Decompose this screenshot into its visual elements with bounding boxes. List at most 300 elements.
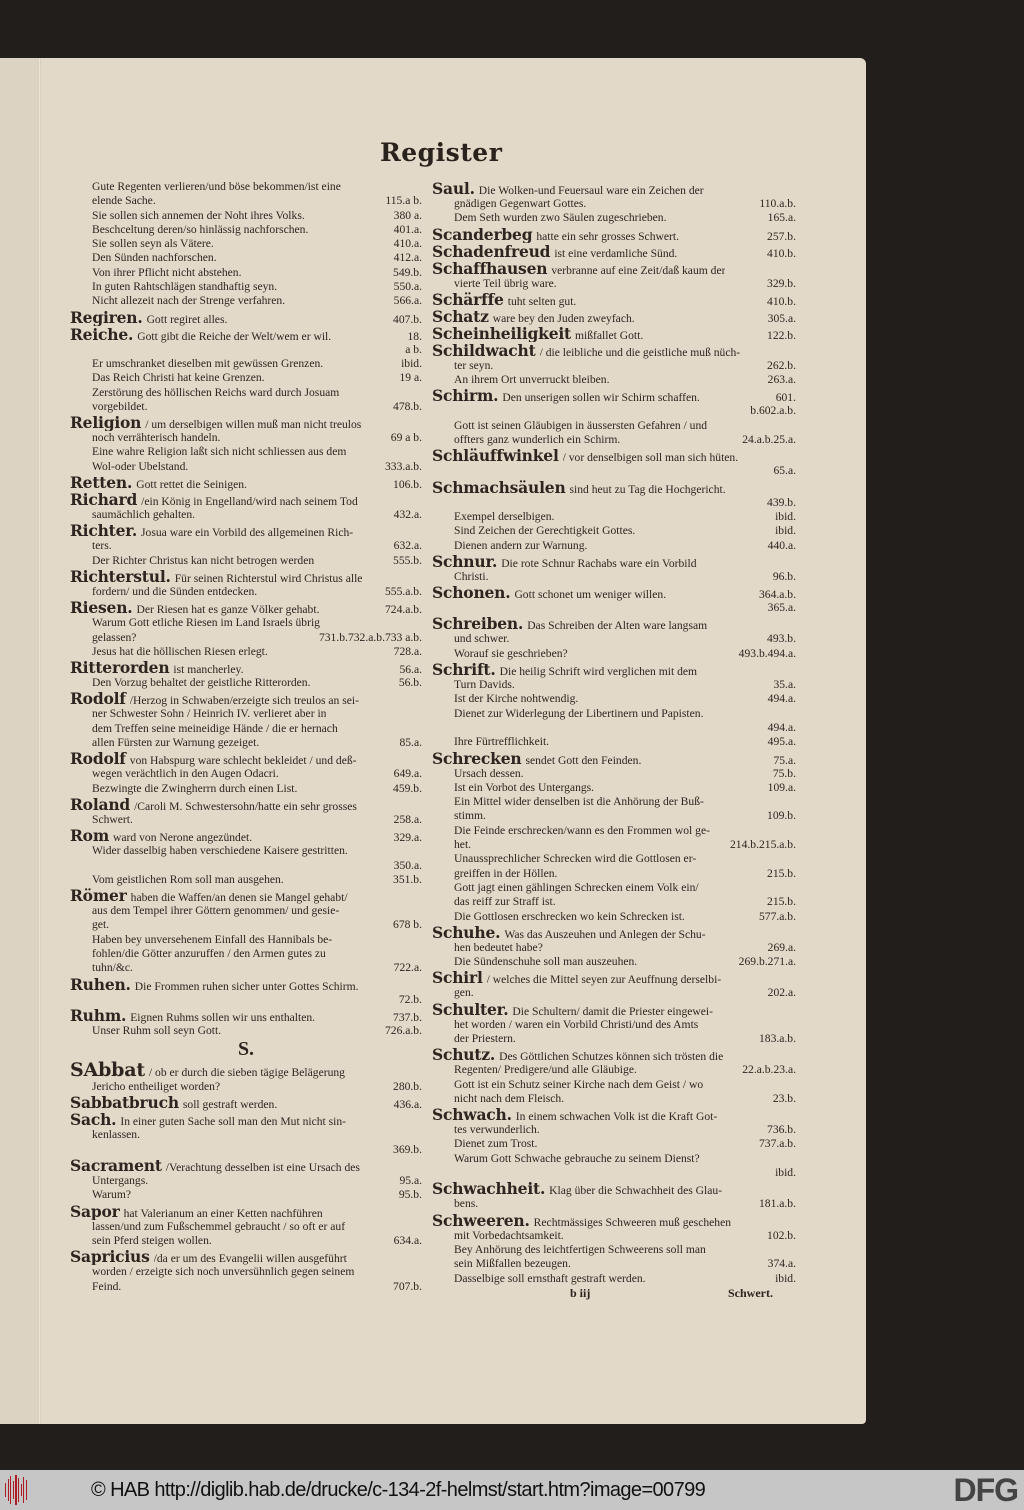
index-headword: Schweeren. bbox=[432, 1211, 530, 1229]
index-line bbox=[432, 510, 796, 524]
page-reference: 280.b. bbox=[393, 1080, 422, 1094]
index-line bbox=[432, 867, 796, 881]
index-text: tuhn/&c. bbox=[92, 961, 133, 975]
index-text: Gott schonet um weniger willen. bbox=[514, 588, 667, 602]
index-line bbox=[432, 1092, 796, 1106]
index-line bbox=[432, 419, 796, 433]
page-reference: 35.a. bbox=[773, 678, 796, 692]
page-reference: 65.a. bbox=[773, 464, 796, 478]
index-line bbox=[70, 309, 422, 326]
index-text: vorgebildet. bbox=[92, 399, 148, 413]
index-text: dem Treffen seine meineidige Hände / die er hernach bbox=[92, 721, 338, 735]
index-text: Gott ist ein Schutz seiner Kirche nach dem Geist / wo bbox=[454, 1077, 704, 1091]
page-reference: 555.a.b. bbox=[384, 584, 422, 598]
index-line bbox=[432, 838, 796, 852]
index-line bbox=[432, 1137, 796, 1151]
page-reference: 493.b. bbox=[767, 632, 796, 646]
page-reference: 183.a.b. bbox=[758, 1031, 796, 1045]
index-headword: Schulter. bbox=[432, 1000, 509, 1018]
index-line bbox=[70, 844, 422, 858]
page-reference: 410.a. bbox=[393, 237, 422, 251]
index-text: Sie sollen seyn als Vätere. bbox=[92, 237, 214, 251]
index-line bbox=[432, 464, 796, 478]
index-line bbox=[432, 750, 796, 767]
index-line bbox=[432, 584, 796, 601]
index-text: / vor denselbigen soll man sich hüten. bbox=[562, 451, 739, 465]
index-line bbox=[432, 180, 796, 197]
left-index-column bbox=[70, 180, 422, 1294]
index-text: Warum? bbox=[92, 1188, 131, 1202]
page-reference: 577.a.b. bbox=[758, 909, 796, 923]
index-text: Die rote Schnur Rachabs ware ein Vorbild bbox=[501, 556, 697, 570]
index-headword: Schutz. bbox=[432, 1046, 496, 1064]
index-text: get. bbox=[92, 918, 110, 932]
page-reference: 122.b. bbox=[767, 328, 796, 342]
index-line bbox=[70, 904, 422, 918]
page-reference: 459.b. bbox=[393, 781, 422, 795]
index-text: Bey Anhörung des leichtfertigen Schweerens soll man bbox=[454, 1242, 706, 1256]
index-line bbox=[70, 887, 422, 904]
index-line bbox=[70, 491, 422, 508]
index-text: mißfallet Gott. bbox=[575, 328, 644, 342]
index-text: S. bbox=[237, 1038, 255, 1061]
index-headword: Römer bbox=[70, 887, 127, 905]
index-headword: Schonen. bbox=[432, 584, 511, 602]
index-headword: Sabbatbruch bbox=[70, 1094, 179, 1112]
index-line bbox=[70, 554, 422, 568]
index-headword: Schrecken bbox=[432, 749, 522, 767]
page-reference: 495.a. bbox=[767, 735, 796, 749]
index-line bbox=[70, 386, 422, 400]
index-line bbox=[432, 986, 796, 1000]
index-line bbox=[432, 1032, 796, 1046]
index-line bbox=[432, 955, 796, 969]
index-line bbox=[70, 1007, 422, 1024]
index-headword: Reiche. bbox=[70, 325, 134, 343]
index-line bbox=[432, 632, 796, 646]
index-text: Unaussprechlicher Schrecken wird die Gottlosen er- bbox=[454, 852, 697, 866]
page-reference: ibid. bbox=[775, 1271, 796, 1285]
index-line bbox=[432, 325, 796, 342]
index-line bbox=[70, 947, 422, 961]
index-line bbox=[70, 1234, 422, 1248]
page-reference: 333.a.b. bbox=[384, 459, 422, 473]
index-text: Haben bey unversehenem Einfall des Hannibals be- bbox=[92, 932, 333, 946]
index-text: / die leibliche und die geistliche muß nüch- bbox=[539, 345, 741, 359]
page-reference: 85.a. bbox=[399, 736, 422, 750]
index-line bbox=[70, 976, 422, 993]
index-headword: Rodolf bbox=[70, 750, 126, 768]
index-text: /Verachtung desselben ist eine Ursach des bbox=[165, 1161, 360, 1175]
index-line bbox=[432, 1018, 796, 1032]
index-text: das reiff zur Straff ist. bbox=[454, 895, 556, 909]
page-reference: 380 a. bbox=[393, 208, 422, 222]
previous-page-edge bbox=[0, 58, 38, 1424]
index-line bbox=[70, 1094, 422, 1111]
index-line bbox=[432, 524, 796, 538]
index-text: Gott regiret alles. bbox=[146, 312, 228, 326]
index-text: Den Vorzug behaltet der geistliche Ritterorden. bbox=[92, 676, 311, 690]
page-reference: 258.a. bbox=[393, 812, 422, 826]
index-text: Josua ware ein Vorbild des allgemeinen Rich- bbox=[141, 526, 354, 540]
page-reference: ibid. bbox=[775, 524, 796, 538]
page-reference: 410.b. bbox=[767, 294, 796, 308]
index-line bbox=[432, 661, 796, 678]
index-text: soll gestraft werden. bbox=[182, 1098, 278, 1112]
index-line bbox=[432, 1106, 796, 1123]
page-reference: 549.b. bbox=[393, 265, 422, 279]
page-reference: 19 a. bbox=[399, 371, 422, 385]
index-text: Wider dasselbig haben verschiedene Kaisere gestritten. bbox=[92, 844, 348, 858]
page-reference: 728.a. bbox=[393, 644, 422, 658]
index-line bbox=[70, 690, 422, 707]
index-headword: Schmachsäulen bbox=[432, 478, 566, 496]
index-line bbox=[432, 387, 796, 404]
index-text: Untergangs. bbox=[92, 1174, 149, 1188]
index-line bbox=[432, 373, 796, 387]
index-text: Die Feinde erschrecken/wann es den Frommen wol ge- bbox=[454, 823, 710, 837]
index-text: hen bedeutet habe? bbox=[454, 940, 543, 954]
index-line bbox=[70, 209, 422, 223]
index-text: Der Richter Christus kan nicht betrogen werden bbox=[92, 553, 315, 567]
index-text: Den unserigen sollen wir Schirm schaffen. bbox=[502, 391, 700, 405]
page-reference: 493.b.494.a. bbox=[738, 646, 796, 660]
index-line bbox=[432, 692, 796, 706]
index-line bbox=[70, 343, 422, 357]
index-line bbox=[70, 180, 422, 194]
index-line bbox=[70, 782, 422, 796]
page-reference: 737.a.b. bbox=[758, 1137, 796, 1151]
index-line bbox=[70, 1060, 422, 1080]
index-line bbox=[70, 251, 422, 265]
index-line bbox=[70, 616, 422, 630]
index-line bbox=[432, 1063, 796, 1077]
index-text: fohlen/die Götter anzuruffen / den Armen gutes zu bbox=[92, 946, 326, 960]
index-text: worden / erzeigte sich noch unversühnlich gegen seinem bbox=[92, 1265, 355, 1279]
index-line bbox=[70, 1024, 422, 1038]
index-line bbox=[70, 750, 422, 767]
index-line bbox=[70, 414, 422, 431]
index-text: Christi. bbox=[454, 569, 489, 583]
index-headword: SAbbat bbox=[70, 1060, 145, 1081]
index-text: Was das Auszeuhen und Anlegen der Schu- bbox=[504, 927, 706, 941]
index-line bbox=[70, 1157, 422, 1174]
index-text: Klag über die Schwachheit des Glau- bbox=[549, 1184, 723, 1198]
index-text: An ihrem Ort unverruckt bleiben. bbox=[454, 373, 610, 387]
index-line bbox=[70, 585, 422, 599]
index-line bbox=[432, 496, 796, 510]
index-headword: Schnur. bbox=[432, 552, 498, 570]
index-text: Die Gottlosen erschrecken wo kein Schrecken ist. bbox=[454, 909, 685, 923]
index-line bbox=[70, 357, 422, 371]
index-text: Dienet zur Widerlegung der Libertinern und Papisten. bbox=[454, 706, 704, 720]
index-text: sind heut zu Tag die Hochgericht. bbox=[569, 482, 726, 496]
index-text: vierte Teil übrig ware. bbox=[454, 276, 557, 290]
index-text: /Caroli M. Schwestersohn/hatte ein sehr grosses bbox=[134, 799, 357, 813]
index-line bbox=[432, 308, 796, 325]
index-text: Eignen Ruhms sollen wir uns enthalten. bbox=[130, 1010, 316, 1024]
index-line bbox=[432, 678, 796, 692]
page-reference: 410.b. bbox=[767, 246, 796, 260]
section-letter bbox=[70, 1038, 422, 1060]
index-line bbox=[70, 326, 422, 343]
page-reference: 432.a. bbox=[393, 508, 422, 522]
index-line bbox=[70, 508, 422, 522]
index-text: Unser Ruhm soll seyn Gott. bbox=[92, 1023, 222, 1037]
index-headword: Schwachheit. bbox=[432, 1180, 546, 1198]
index-text: In guten Rahtschlägen standhaftig seyn. bbox=[92, 280, 278, 294]
index-headword: Ritterorden bbox=[70, 659, 170, 677]
index-line bbox=[432, 924, 796, 941]
index-text: Den Sünden nachforschen. bbox=[92, 251, 217, 265]
page-reference: 329.b. bbox=[767, 276, 796, 290]
index-headword: Schatz bbox=[432, 307, 489, 325]
copyright-url-text[interactable]: © HAB http://diglib.hab.de/drucke/c-134-2f-helmst/start.htm?image=00799 bbox=[91, 1478, 706, 1501]
page-reference: 601. bbox=[775, 391, 796, 405]
index-line bbox=[70, 1111, 422, 1128]
index-text: ner Schwester Sohn / Heinrich IV. verlieret aber in bbox=[92, 707, 327, 721]
index-text: Exempel derselbigen. bbox=[454, 509, 555, 523]
index-text: und schwer. bbox=[454, 632, 510, 646]
index-headword: Ruhen. bbox=[70, 975, 131, 993]
index-text: sein Mißfallen bezeugen. bbox=[454, 1257, 571, 1271]
index-text: Er umschranket dieselben mit gewüssen Grenzen. bbox=[92, 356, 324, 370]
index-line bbox=[70, 961, 422, 975]
index-text: Feind. bbox=[92, 1279, 122, 1293]
page-reference: 737.b. bbox=[393, 1010, 422, 1024]
index-headword: Schläuffwinkel bbox=[432, 447, 559, 465]
index-line bbox=[70, 1143, 422, 1157]
index-line bbox=[70, 707, 422, 721]
index-text: Gott gibt die Reiche der Welt/wem er wil. bbox=[137, 329, 332, 343]
index-text: Nicht allezeit nach der Strenge verfahren. bbox=[92, 294, 286, 308]
page-reference: 724.a.b. bbox=[384, 603, 422, 617]
index-text: /da er um des Evangelii willen ausgeführt bbox=[153, 1252, 347, 1266]
index-text: kenlassen. bbox=[92, 1128, 140, 1142]
index-text: Wol-oder Ubelstand. bbox=[92, 459, 189, 473]
page-reference: 257.b. bbox=[767, 229, 796, 243]
page-reference: 115.a b. bbox=[385, 194, 422, 208]
index-text: In einem schwachen Volk ist die Kraft Got- bbox=[515, 1110, 718, 1124]
index-headword: Sach. bbox=[70, 1111, 117, 1129]
index-text: ware bey den Juden zweyfach. bbox=[492, 311, 635, 325]
index-line bbox=[432, 1046, 796, 1063]
index-line bbox=[432, 226, 796, 243]
document-page bbox=[0, 58, 866, 1424]
index-headword: Regiren. bbox=[70, 308, 143, 326]
index-headword: Retten. bbox=[70, 474, 133, 492]
index-line bbox=[70, 1080, 422, 1094]
index-headword: Schrift. bbox=[432, 661, 496, 679]
index-line bbox=[70, 474, 422, 491]
index-line bbox=[70, 736, 422, 750]
page-reference: 75.b. bbox=[772, 766, 796, 780]
index-line bbox=[432, 342, 796, 359]
index-line bbox=[432, 941, 796, 955]
index-line bbox=[432, 1272, 796, 1286]
index-line bbox=[70, 1174, 422, 1188]
index-text: Schwert. bbox=[92, 812, 133, 826]
gutter-line bbox=[38, 58, 41, 1424]
index-text: Sind Zeichen der Gerechtigkeit Gottes. bbox=[454, 524, 636, 538]
index-headword: Schärffe bbox=[432, 290, 504, 308]
index-line bbox=[432, 1180, 796, 1197]
index-headword: Rodolf bbox=[70, 690, 126, 708]
index-line bbox=[70, 918, 422, 932]
index-headword: Roland bbox=[70, 795, 131, 813]
page-title: Register bbox=[380, 138, 503, 167]
index-line bbox=[70, 631, 422, 645]
index-text: sendet Gott den Feinden. bbox=[525, 753, 642, 767]
index-text: gen. bbox=[454, 986, 474, 1000]
page-reference: ibid. bbox=[775, 1166, 796, 1180]
index-text: Das Schreiben der Alten ware langsam bbox=[527, 619, 708, 633]
page-reference: 75.a. bbox=[773, 753, 796, 767]
index-text: Warum Gott Schwache gebrauche zu seinem Dienst? bbox=[454, 1151, 700, 1165]
index-headword: Religion bbox=[70, 414, 142, 432]
page-reference: 351.b. bbox=[393, 872, 422, 886]
index-text: ist eine verdamliche Sünd. bbox=[554, 246, 678, 260]
index-text: Rechtmässiges Schweeren muß geschehen bbox=[533, 1215, 732, 1229]
page-reference: 494.a. bbox=[767, 720, 796, 734]
index-line bbox=[432, 824, 796, 838]
index-text: wegen verächtlich in den Augen Odacri. bbox=[92, 767, 279, 781]
index-line bbox=[70, 645, 422, 659]
page-reference: 478.b. bbox=[393, 399, 422, 413]
index-text: Zerstörung des höllischen Reichs ward durch Josuam bbox=[92, 385, 340, 399]
footer-bar bbox=[0, 1470, 1024, 1510]
index-text: Ist der Kirche nohtwendig. bbox=[454, 692, 579, 706]
index-line bbox=[432, 211, 796, 225]
page-reference: 305.a. bbox=[767, 311, 796, 325]
page-reference: 262.b. bbox=[767, 358, 796, 372]
index-text: noch verrähterisch handeln. bbox=[92, 431, 221, 445]
index-line bbox=[432, 735, 796, 749]
page-reference: 95.a. bbox=[399, 1174, 422, 1188]
page-reference: 364.a.b. bbox=[758, 588, 796, 602]
index-headword: Sapor bbox=[70, 1202, 120, 1220]
index-text: /Herzog in Schwaben/erzeigte sich treulos an sei- bbox=[129, 694, 359, 708]
page-reference: 69 a b. bbox=[390, 431, 422, 445]
index-line bbox=[432, 539, 796, 553]
index-text: Das Reich Christi hat keine Grenzen. bbox=[92, 371, 265, 385]
index-line bbox=[432, 243, 796, 260]
index-line bbox=[70, 539, 422, 553]
page-reference: 269.a. bbox=[767, 940, 796, 954]
page-reference: 439.b. bbox=[767, 495, 796, 509]
index-line bbox=[70, 1220, 422, 1234]
index-text: Bezwingte die Zwingherrn durch einen List. bbox=[92, 781, 298, 795]
page-reference: 369.b. bbox=[393, 1142, 422, 1156]
page-reference: 106.b. bbox=[393, 478, 422, 492]
index-line bbox=[432, 1001, 796, 1018]
index-line bbox=[432, 767, 796, 781]
index-text: Für seinen Richterstul wird Christus alle bbox=[174, 571, 363, 585]
index-line bbox=[432, 404, 796, 418]
index-line bbox=[70, 1203, 422, 1220]
index-line bbox=[432, 1123, 796, 1137]
index-line bbox=[70, 237, 422, 251]
index-text: / um derselbigen willen muß man nicht treulos bbox=[145, 418, 362, 432]
page-reference: 550.a. bbox=[393, 280, 422, 294]
index-line bbox=[70, 813, 422, 827]
index-line bbox=[70, 431, 422, 445]
index-text: greiffen in der Höllen. bbox=[454, 866, 558, 880]
index-text: Warum Gott etliche Riesen im Land Israels übrig bbox=[92, 616, 320, 630]
page-reference: 214.b.215.a.b. bbox=[729, 838, 796, 852]
index-text: Sie sollen sich annemen der Noht ihres Volks. bbox=[92, 208, 305, 222]
index-text: ist mancherley. bbox=[173, 663, 244, 677]
index-line bbox=[432, 969, 796, 986]
index-line bbox=[432, 1166, 796, 1180]
index-text: aus dem Tempel ihrer Göttern genommen/ und gesie- bbox=[92, 904, 340, 918]
index-text: der Priestern. bbox=[454, 1031, 516, 1045]
index-line bbox=[70, 933, 422, 947]
index-text: allen Fürsten zur Warnung gezeiget. bbox=[92, 736, 260, 750]
page-reference: 350.a. bbox=[393, 858, 422, 872]
index-text: ward von Nerone angezündet. bbox=[113, 831, 253, 845]
index-text: fordern/ und die Sünden entdecken. bbox=[92, 584, 258, 598]
index-line bbox=[432, 1257, 796, 1271]
index-line bbox=[70, 568, 422, 585]
index-text: ters. bbox=[92, 539, 112, 553]
index-text: het. bbox=[454, 838, 472, 852]
page-reference: 72.b. bbox=[398, 992, 422, 1006]
index-line bbox=[432, 707, 796, 721]
page-reference: 23.b. bbox=[772, 1091, 796, 1105]
index-text: Ursach dessen. bbox=[454, 766, 524, 780]
index-line bbox=[70, 194, 422, 208]
index-line bbox=[70, 371, 422, 385]
signature-mark: b iij bbox=[570, 1286, 591, 1300]
page-reference: 649.a. bbox=[393, 767, 422, 781]
index-headword: Scheinheiligkeit bbox=[432, 324, 572, 342]
page-reference: 202.a. bbox=[767, 986, 796, 1000]
index-line bbox=[70, 460, 422, 474]
page-reference: 18. bbox=[407, 329, 422, 343]
index-line bbox=[70, 445, 422, 459]
index-headword: Schwach. bbox=[432, 1106, 512, 1124]
index-line bbox=[70, 676, 422, 690]
index-text: Die Wolken-und Feuersaul ware ein Zeichen der bbox=[478, 184, 704, 197]
index-text: Die heilig Schrift wird verglichen mit dem bbox=[499, 665, 698, 679]
index-line bbox=[432, 479, 796, 496]
index-line bbox=[432, 359, 796, 373]
index-text: / ob er durch die sieben tägige Belägerung bbox=[148, 1066, 345, 1080]
index-text: hatte ein sehr grosses Schwert. bbox=[536, 229, 679, 243]
index-text: In einer guten Sache soll man den Mut nicht sin- bbox=[120, 1115, 347, 1129]
page-reference: 722.a. bbox=[393, 961, 422, 975]
index-text: Beschceltung deren/so hinlässig nachforschen. bbox=[92, 222, 309, 236]
page-reference: 96.b. bbox=[772, 569, 796, 583]
index-line bbox=[70, 767, 422, 781]
index-text: Turn Davids. bbox=[454, 678, 515, 692]
index-text: Ist ein Vorbot des Untergangs. bbox=[454, 780, 595, 794]
page-reference: 736.b. bbox=[767, 1123, 796, 1137]
page-reference: 634.a. bbox=[393, 1233, 422, 1247]
hab-logo-icon bbox=[5, 1475, 27, 1505]
index-text: / welches die Mittel seyen zur Aeuffnung derselbi- bbox=[486, 973, 722, 987]
index-line bbox=[432, 721, 796, 735]
index-text: Ihre Fürtrefflichkeit. bbox=[454, 735, 550, 749]
page-reference: 566.a. bbox=[393, 294, 422, 308]
index-text: Gott ist seinen Gläubigen in äussersten Gefahren / und bbox=[454, 418, 708, 432]
index-headword: Schreiben. bbox=[432, 615, 524, 633]
index-headword: Schildwacht bbox=[432, 341, 536, 359]
index-line bbox=[70, 1128, 422, 1142]
index-text: sein Pferd steigen wollen. bbox=[92, 1233, 212, 1247]
index-line bbox=[432, 647, 796, 661]
